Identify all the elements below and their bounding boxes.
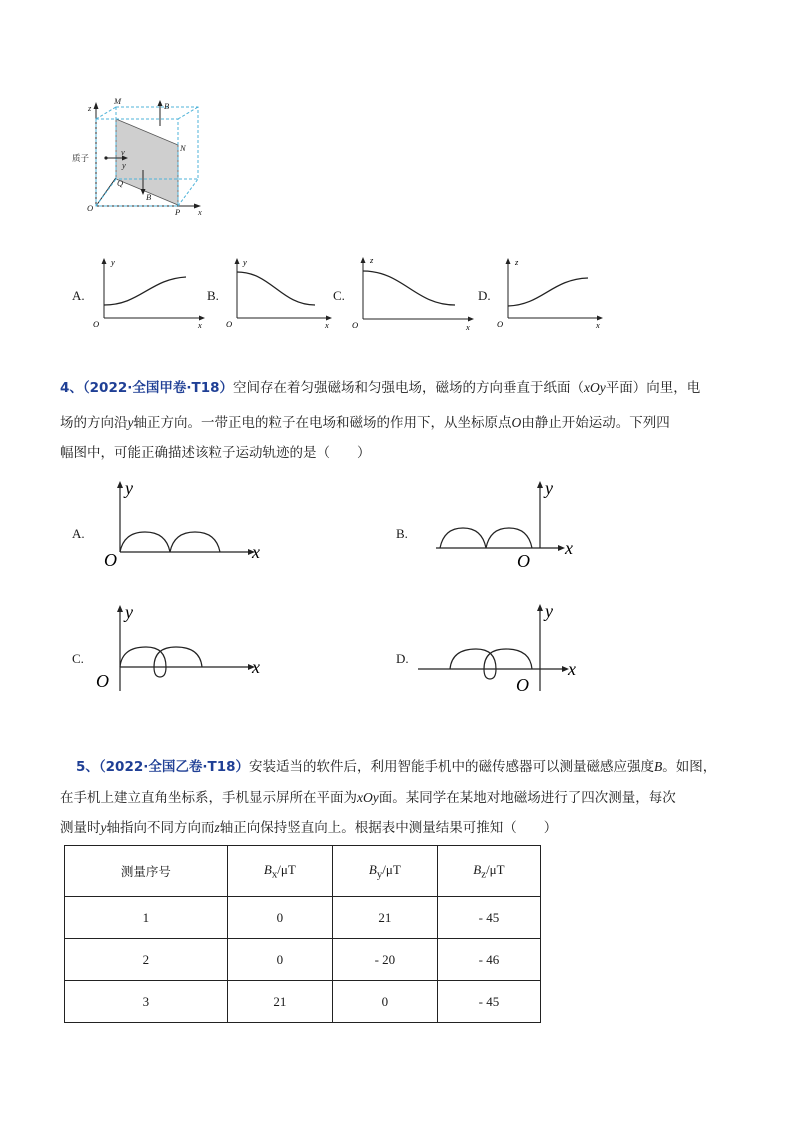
b-field-arrow-top-head bbox=[158, 100, 163, 106]
q4-option-a-graph bbox=[102, 478, 272, 570]
q5-text-1a: 安装适当的软件后，利用智能手机中的磁传感器可以测量磁感应强度 bbox=[248, 759, 654, 775]
q4-text-3: 幅图中，可能正确描述该粒子运动轨迹的是（ ） bbox=[60, 445, 371, 461]
q3-option-a[interactable] bbox=[72, 255, 208, 333]
svg-text:x: x bbox=[596, 320, 600, 330]
label-b-bottom: B bbox=[146, 192, 152, 202]
q4-line-2 bbox=[60, 413, 740, 433]
q3-option-c-graph bbox=[351, 255, 478, 335]
label-proton: 质子 bbox=[72, 154, 90, 164]
label-b-top: B bbox=[164, 101, 170, 111]
svg-text:x: x bbox=[466, 322, 470, 332]
q4-text-2b: 轴正方向。一带正电的粒子在电场和磁场的作用下，从坐标原点 bbox=[133, 415, 512, 431]
svg-text:O: O bbox=[516, 675, 529, 695]
proton-dot bbox=[104, 156, 107, 159]
q5-line-1 bbox=[76, 757, 756, 777]
q5-var-b: B bbox=[653, 759, 663, 774]
q4-source: （2022·全国甲卷·T18） bbox=[82, 380, 233, 396]
header-by-unit: /μT bbox=[382, 861, 401, 877]
q5-text-3a: 测量时 bbox=[60, 820, 101, 836]
table-cell: - 46 bbox=[437, 939, 540, 981]
q5-text-3b: 轴指向不同方向而 bbox=[106, 820, 215, 836]
table-header-by bbox=[332, 846, 437, 897]
q3-option-a-label: A. bbox=[72, 288, 85, 303]
svg-text:y: y bbox=[243, 257, 247, 267]
q4-line-3 bbox=[60, 443, 740, 463]
q4-option-d-label: D. bbox=[396, 651, 409, 666]
q3-option-c-label: C. bbox=[333, 288, 345, 303]
q4-text-1b: 平面）向里，电 bbox=[605, 380, 701, 396]
header-bx-main: B bbox=[263, 861, 272, 877]
magnetic-field-cube-figure bbox=[72, 96, 220, 223]
svg-text:x: x bbox=[325, 320, 329, 330]
label-n: N bbox=[180, 143, 186, 153]
svg-text:x: x bbox=[198, 320, 202, 330]
svg-text:O: O bbox=[226, 319, 233, 329]
q3-option-c[interactable] bbox=[333, 255, 478, 335]
table-cell: - 45 bbox=[437, 981, 540, 1023]
q4-line-1 bbox=[60, 378, 740, 398]
svg-text:O: O bbox=[352, 320, 359, 330]
header-by-main: B bbox=[368, 861, 377, 877]
q5-number: 5、 bbox=[76, 759, 99, 775]
table-cell: 2 bbox=[65, 939, 228, 981]
svg-text:x: x bbox=[568, 659, 576, 679]
q4-option-c-graph bbox=[96, 602, 272, 695]
q4-trajectory-b bbox=[440, 528, 532, 548]
q3-option-d[interactable] bbox=[478, 255, 608, 333]
q4-text-2c: 由静止开始运动。下列四 bbox=[521, 415, 670, 431]
svg-text:y: y bbox=[545, 601, 553, 621]
table-cell: - 20 bbox=[332, 939, 437, 981]
label-o: O bbox=[87, 203, 94, 213]
q4-option-a[interactable] bbox=[72, 478, 272, 570]
svg-text:x: x bbox=[252, 542, 260, 562]
measurement-table bbox=[64, 845, 541, 1023]
table-row bbox=[65, 939, 541, 981]
q3-option-d-graph bbox=[496, 255, 608, 333]
svg-text:O: O bbox=[517, 551, 530, 571]
svg-text:O: O bbox=[93, 319, 100, 329]
q3-option-b-label: B. bbox=[207, 288, 219, 303]
header-bz-sub: z bbox=[481, 868, 487, 881]
table-header-index: 测量序号 bbox=[65, 846, 228, 897]
label-v: v bbox=[121, 147, 125, 157]
label-x: x bbox=[198, 207, 202, 217]
q5-line-3 bbox=[60, 818, 740, 838]
svg-text:O: O bbox=[497, 319, 504, 329]
table-header-bz bbox=[437, 846, 540, 897]
q4-option-c-label: C. bbox=[72, 651, 84, 666]
q4-option-b[interactable] bbox=[396, 478, 586, 570]
q5-line-2 bbox=[60, 788, 740, 808]
q3-option-d-label: D. bbox=[478, 288, 491, 303]
q5-text-1b: 。如图， bbox=[662, 759, 717, 775]
q4-var-xoy: xOy bbox=[583, 380, 606, 395]
q5-var-z: z bbox=[214, 820, 220, 835]
q4-option-a-label: A. bbox=[72, 526, 85, 541]
q4-option-c[interactable] bbox=[72, 603, 272, 695]
q4-var-o: O bbox=[511, 415, 522, 430]
q3-option-b[interactable] bbox=[207, 255, 335, 333]
q3-curve-d bbox=[508, 278, 588, 306]
q4-trajectory-a bbox=[120, 532, 220, 552]
table-row bbox=[65, 981, 541, 1023]
q4-number: 4、 bbox=[60, 380, 83, 396]
label-z: z bbox=[88, 103, 92, 113]
q3-option-b-graph bbox=[225, 255, 335, 333]
q3-curve-b bbox=[237, 272, 315, 305]
svg-text:x: x bbox=[252, 657, 260, 677]
q3-option-a-graph bbox=[92, 255, 208, 333]
q5-var-y: y bbox=[100, 820, 107, 835]
svg-text:y: y bbox=[125, 602, 133, 622]
table-cell: 3 bbox=[65, 981, 228, 1023]
svg-text:z: z bbox=[515, 257, 519, 267]
table-cell: 0 bbox=[227, 939, 332, 981]
q4-trajectory-c bbox=[120, 647, 202, 677]
table-row bbox=[65, 897, 541, 939]
q4-option-d[interactable] bbox=[396, 603, 586, 695]
z-axis-arrow bbox=[94, 102, 99, 109]
header-by-sub: y bbox=[376, 868, 383, 881]
b-field-arrow-bottom-head bbox=[141, 189, 146, 195]
q4-option-d-graph bbox=[416, 603, 586, 695]
table-cell: 1 bbox=[65, 897, 228, 939]
table-cell: 21 bbox=[227, 981, 332, 1023]
svg-text:O: O bbox=[96, 671, 109, 691]
table-header-bx bbox=[227, 846, 332, 897]
label-q: Q bbox=[117, 178, 124, 188]
table-cell: 0 bbox=[332, 981, 437, 1023]
table-header-row bbox=[65, 846, 541, 897]
svg-text:x: x bbox=[565, 538, 573, 558]
q4-option-b-label: B. bbox=[396, 526, 408, 541]
q5-text-3c: 轴正向保持竖直向上。根据表中测量结果可推知（ ） bbox=[219, 820, 558, 836]
label-y: y bbox=[122, 160, 126, 170]
table-cell: - 45 bbox=[437, 897, 540, 939]
svg-text:O: O bbox=[104, 550, 117, 570]
table-cell: 0 bbox=[227, 897, 332, 939]
svg-text:z: z bbox=[370, 255, 374, 265]
header-bz-unit: /μT bbox=[486, 861, 505, 877]
svg-text:y: y bbox=[111, 257, 115, 267]
q5-var-xoy: xOy bbox=[357, 790, 379, 805]
header-bx-unit: /μT bbox=[277, 861, 296, 877]
q5-text-2a: 在手机上建立直角坐标系，手机显示屏所在平面为 bbox=[60, 790, 357, 806]
q5-text-2b: 面。某同学在某地对地磁场进行了四次测量，每次 bbox=[378, 790, 676, 806]
q4-option-b-graph bbox=[416, 478, 586, 570]
label-m: M bbox=[114, 96, 122, 106]
table-cell: 21 bbox=[332, 897, 437, 939]
label-p: P bbox=[175, 207, 181, 217]
q4-text-2a: 场的方向沿 bbox=[60, 415, 128, 431]
header-bz-main: B bbox=[473, 861, 482, 877]
svg-text:y: y bbox=[125, 478, 133, 498]
q4-var-y: y bbox=[127, 415, 134, 430]
q3-curve-a bbox=[104, 277, 186, 305]
q5-source: （2022·全国乙卷·T18） bbox=[98, 759, 249, 775]
header-bx-sub: x bbox=[271, 868, 278, 881]
q3-curve-c bbox=[363, 271, 455, 305]
svg-text:y: y bbox=[545, 478, 553, 498]
q4-text-1a: 空间存在着匀强磁场和匀强电场，磁场的方向垂直于纸面（ bbox=[232, 380, 584, 396]
